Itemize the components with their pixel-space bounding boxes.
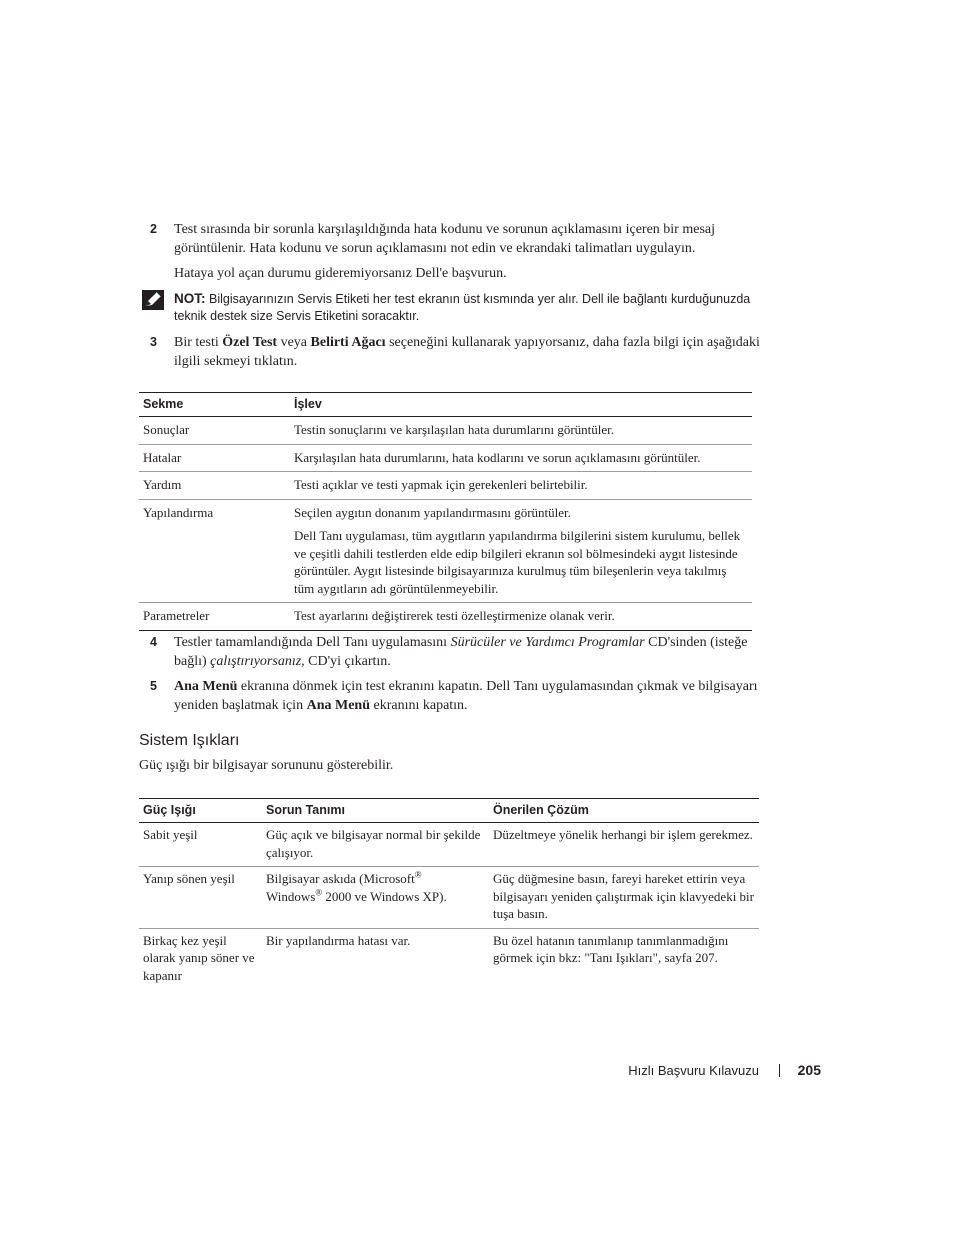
column-header: Önerilen Çözüm <box>489 799 759 823</box>
tab-name: Parametreler <box>143 608 210 623</box>
column-header: İşlev <box>290 393 752 417</box>
text-run: Bir testi <box>174 335 223 350</box>
suggested-solution: Bu özel hatanın tanımlanıp tanımlanmadığını görmek için bkz: "Tanı Işıkları", sayfa 207. <box>493 932 729 965</box>
section-intro: Güç ışığı bir bilgisayar sorununu gösterebilir. <box>139 758 394 773</box>
step-2 <box>150 220 760 258</box>
step-2-paragraph: Hataya yol açan durumu gideremiyorsanız Dell'e başvurun. <box>174 266 507 281</box>
registered-mark: ® <box>315 887 323 898</box>
table-row <box>139 928 759 989</box>
step-3 <box>150 333 760 371</box>
footer-divider <box>779 1064 780 1077</box>
problem-description <box>262 867 489 929</box>
tab-table <box>139 392 752 631</box>
tab-name: Hatalar <box>139 444 290 472</box>
power-light-table <box>139 798 759 989</box>
step-number: 2 <box>150 222 157 236</box>
page-footer <box>560 1062 821 1080</box>
note-text <box>174 290 762 325</box>
text-run: 2000 ve Windows XP). <box>322 888 447 904</box>
problem-description: Bir yapılandırma hatası var. <box>266 932 411 948</box>
registered-mark: ® <box>414 869 422 880</box>
page-number: 205 <box>797 1062 821 1078</box>
column-header: Sekme <box>139 393 290 417</box>
table-row <box>139 472 752 500</box>
tab-name: Sonuçlar <box>139 417 290 445</box>
column-header: Güç Işığı <box>139 799 262 823</box>
light-state: Yanıp sönen yeşil <box>139 867 262 929</box>
footer-title: Hızlı Başvuru Kılavuzu <box>628 1063 759 1078</box>
tab-function-line: Seçilen aygıtın donanım yapılandırmasını görüntüler. <box>294 504 571 520</box>
tab-function: Testi açıklar ve testi yapmak için gerekenleri belirtebilir. <box>290 472 752 500</box>
tab-function <box>290 499 752 603</box>
text-run: Bilgisayar askıda (Microsoft <box>266 871 415 886</box>
tab-function: Test ayarlarını değiştirerek testi özelleştirmenize olanak verir. <box>294 608 615 623</box>
tab-function-detail: Dell Tanı uygulaması, tüm aygıtların yapılandırma bilgilerini sistem kurulumu, bellek ve çeşitli dahili testlerden elde edip bilgileri ekranın sol bölmesindeki aygıt listesinde görüntüler. Aygıt listesinde bilgisayarınıza kurulmuş tüm bileşenlerin veya takılmış tüm aygıtların adı görüntülenmeyebilir. <box>294 528 741 596</box>
text-run: ekranını kapatın. <box>369 698 468 713</box>
pencil-note-icon <box>142 290 164 310</box>
step-text <box>174 677 760 715</box>
note-label: NOT: <box>174 291 206 306</box>
tab-name: Yardım <box>139 472 290 500</box>
table-row <box>139 444 752 472</box>
table-row <box>139 823 759 867</box>
option-custom-test: Özel Test <box>222 335 278 350</box>
table-row <box>139 867 759 929</box>
main-menu-label: Ana Menü <box>174 679 238 694</box>
step-number: 5 <box>150 679 157 693</box>
step-5 <box>150 677 760 715</box>
column-header: Sorun Tanımı <box>262 799 489 823</box>
text-run: veya <box>277 335 311 350</box>
step-4 <box>150 633 760 671</box>
suggested-solution: Güç düğmesine basın, fareyi hareket ettirin veya bilgisayarı yeniden çalıştırmak için klavyedeki bir tuşa basın. <box>489 867 759 929</box>
text-run: ekranına dönmek için test ekranını kapatın. Dell Tanı uygulamasından çıkmak ve bilgisayarı yeniden başlatmak için <box>174 679 758 713</box>
table-header-row <box>139 799 759 823</box>
main-menu-label: Ana Menü <box>306 698 370 713</box>
table-row <box>139 499 752 603</box>
step-text <box>174 333 760 371</box>
table-row <box>139 603 752 631</box>
text-run: Testler tamamlandığında Dell Tanı uygulamasını <box>174 635 451 650</box>
tab-function: Testin sonuçlarını ve karşılaşılan hata durumlarını görüntüler. <box>290 417 752 445</box>
note-box <box>142 290 762 325</box>
cd-title: Sürücüler ve Yardımcı Programlar <box>450 635 645 650</box>
problem-description: Güç açık ve bilgisayar normal bir şekilde çalışıyor. <box>262 823 489 867</box>
text-run: seçeneğini kullanarak yapıyorsanız, daha fazla bilgi için aşağıdaki ilgili sekmeyi tıklatın. <box>174 335 760 369</box>
section-title: Sistem Işıkları <box>139 732 240 749</box>
step-number: 4 <box>150 635 157 649</box>
suggested-solution: Düzeltmeye yönelik herhangi bir işlem gerekmez. <box>489 823 759 867</box>
step-text: Test sırasında bir sorunla karşılaşıldığında hata kodunu ve sorunun açıklamasını içeren bir mesaj görüntülenir. Hata kodunu ve sorun açıklamasını not edin ve ekrandaki talimatları uygulayın. <box>174 222 715 256</box>
text-run: Windows <box>266 888 316 904</box>
option-symptom-tree: Belirti Ağacı <box>310 335 386 350</box>
table-header-row <box>139 393 752 417</box>
tab-name: Yapılandırma <box>139 499 290 603</box>
text-run: CD'sinden (isteğe bağlı) <box>174 635 748 669</box>
text-run: CD'yi çıkartın. <box>304 654 391 669</box>
text-run-italic: çalıştırıyorsanız, <box>210 654 305 669</box>
step-text <box>174 633 760 671</box>
light-state: Birkaç kez yeşil olarak yanıp söner ve kapanır <box>143 932 255 983</box>
tab-function: Karşılaşılan hata durumlarını, hata kodlarını ve sorun açıklamasını görüntüler. <box>290 444 752 472</box>
table-row <box>139 417 752 445</box>
step-number: 3 <box>150 335 157 349</box>
note-body: Bilgisayarınızın Servis Etiketi her test ekranın üst kısmında yer alır. Dell ile bağlantı kurduğunuzda teknik destek size Servis Etiketini soracaktır. <box>174 292 751 323</box>
light-state: Sabit yeşil <box>139 823 262 867</box>
